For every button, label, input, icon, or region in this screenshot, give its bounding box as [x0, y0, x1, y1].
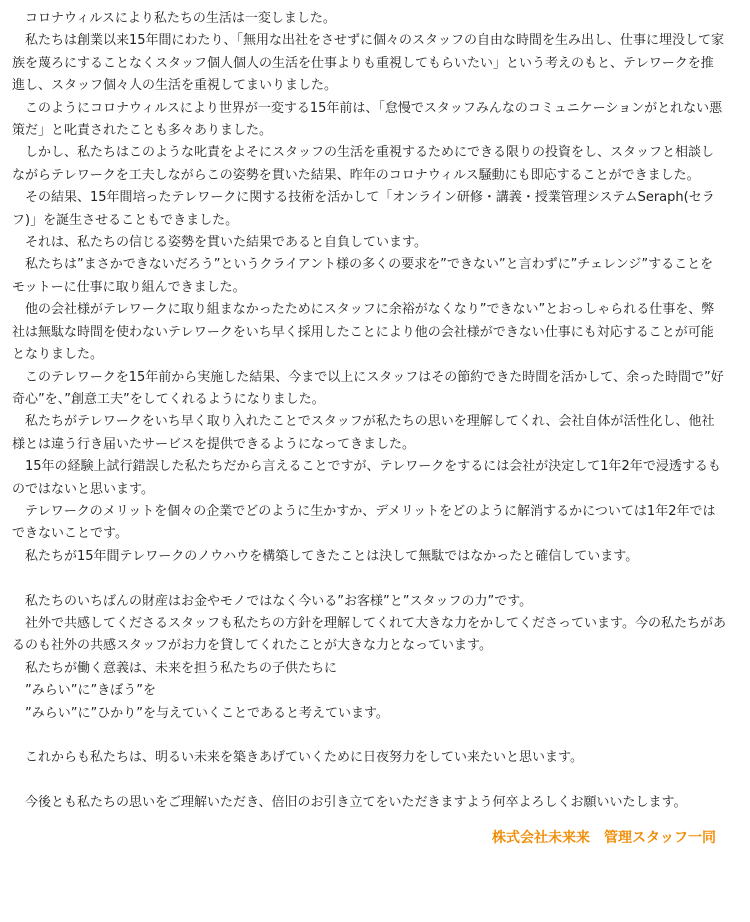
paragraph: 私たちのいちばんの財産はお金やモノではなく今いる”お客様”と”スタッフの力”です。: [25, 593, 533, 609]
paragraph: その結果、15年間培ったテレワークに関する技術を活かして「オンライン研修・講義・授業管理システムSeraph(セラフ)」を誕生させることもできました。: [12, 190, 715, 228]
paragraph: 私たちが15年間テレワークのノウハウを構築してきたことは決して無駄ではなかったと確信しています。: [25, 548, 639, 564]
letter-body: [12, 8, 726, 815]
paragraph: 他の会社様がテレワークに取り組まなかったためにスタッフに余裕がなくなり”できない”とおっしゃられる仕事を、弊社は無駄な時間を使わないテレワークをいち早く採用したことにより他の会社様ができない仕事にも対応することが可能となりました。: [12, 302, 715, 363]
paragraph: これからも私たちは、明るい未来を築きあげていくために日夜努力をしてい来たいと思います。: [25, 750, 583, 766]
paragraph: それは、私たちの信じる姿勢を貫いた結果であると自負しています。: [25, 235, 427, 251]
paragraph: テレワークのメリットを個々の企業でどのように生かすか、デメリットをどのように解消するかについては1年2年ではできないことです。: [12, 503, 716, 542]
signature: 株式会社未来来 管理スタッフ一同: [492, 829, 716, 846]
paragraph: 私たちは創業以来15年間にわたり、「無用な出社をさせずに個々のスタッフの自由な時間を生み出し、仕事に埋没して家族を蔑ろにすることなくスタッフ個人個人の生活を仕事よりも重視してもらいたい」という考えのもと、テレワークを推進し、スタッフ個々人の生活を重視してまいりました。: [12, 33, 725, 94]
paragraph: このテレワークを15年前から実施した結果、今まで以上にスタッフはその節約できた時間を活かして、余った時間で”好奇心”を、”創意工夫”をしてくれるようになりました。: [12, 369, 724, 407]
paragraph: 私たちは”まさかできないだろう”というクライアント様の多くの要求を”できない”と言わずに”チェレンジ”することをモットーに仕事に取り組んできました。: [12, 257, 714, 295]
paragraph: 15年の経験上試行錯誤した私たちだから言えることですが、テレワークをするには会社が決定して1年2年で浸透するものではないと思います。: [12, 459, 721, 497]
blank-line: [12, 770, 726, 792]
blank-line: [12, 725, 726, 747]
paragraph: 私たちがテレワークをいち早く取り入れたことでスタッフが私たちの思いを理解してくれ、会社自体が活性化し、他社様とは違う行き届いたサービスを提供できるようになってきました。: [12, 414, 715, 452]
paragraph: しかし、私たちはこのような叱責をよそにスタッフの生活を重視するためにできる限りの投資をし、スタッフと相談しながらテレワークを工夫しながらこの姿勢を貫いた結果、昨年のコロナウィルス騒動にも即応することができました。: [12, 145, 715, 183]
paragraph: 私たちが働く意義は、未来を担う私たちの子供たちに: [25, 660, 338, 676]
paragraph: ”みらい”に”きぼう”を: [25, 683, 156, 699]
paragraph: このようにコロナウィルスにより世界が一変する15年前は、「怠慢でスタッフみんなのコミュニケーションがとれない悪策だ」と叱責されたことも多々ありました。: [12, 100, 723, 139]
paragraph: ”みらい”に”ひかり”を与えていくことであると考えています。: [25, 705, 389, 721]
paragraph: 社外で共感してくださるスタッフも私たちの方針を理解してくれて大きな力をかしてくださっています。今の私たちがあるのも社外の共感スタッフがお力を貸してくれたことが大きな力となっています。: [12, 615, 726, 654]
blank-line: [12, 568, 726, 590]
paragraph: コロナウィルスにより私たちの生活は一変しました。: [25, 11, 336, 26]
paragraph: 今後とも私たちの思いをご理解いただき、倍旧のお引き立てをいただきますよう何卒よろしくお願いいたします。: [25, 795, 687, 811]
